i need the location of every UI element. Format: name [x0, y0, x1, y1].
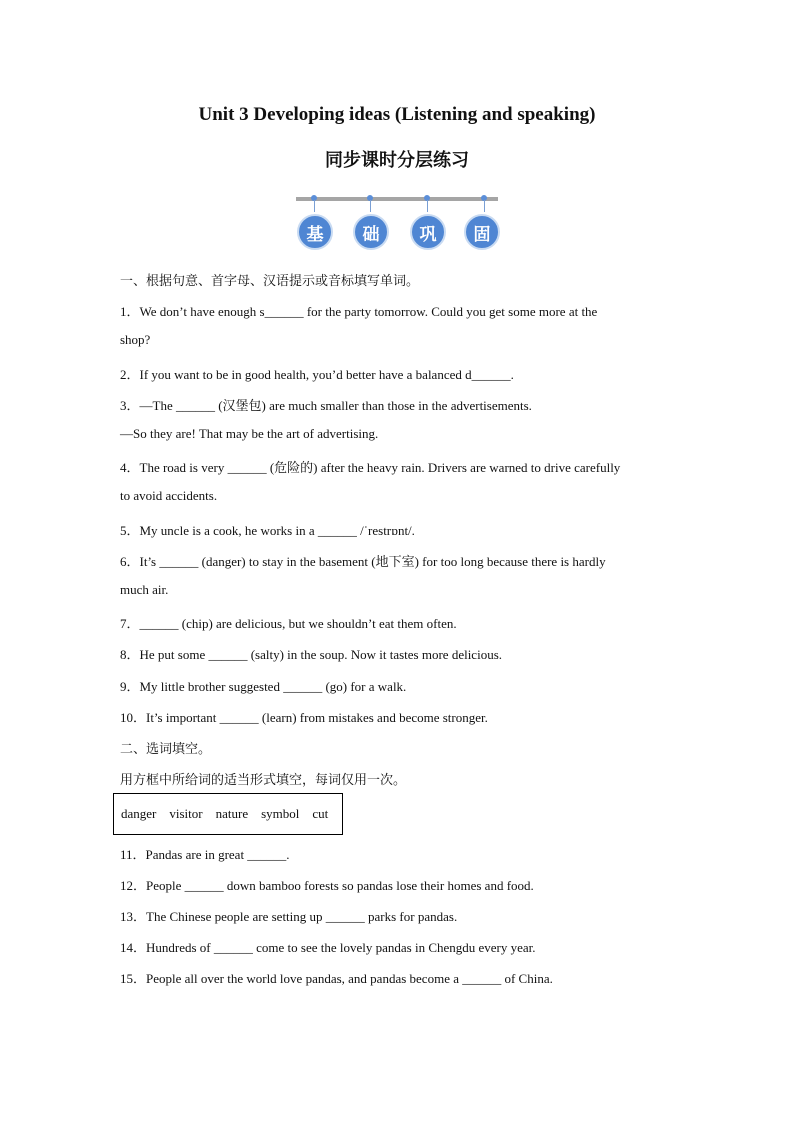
question-line: 11．Pandas are in great ______.: [120, 847, 290, 862]
question-line: to avoid accidents.: [120, 488, 218, 503]
banner-stem: [370, 200, 371, 212]
question-line: 1．We don’t have enough s______ for the party tomorrow. Could you get some more at the: [120, 304, 598, 319]
word-bank-item: symbol: [261, 806, 300, 821]
question-line: 9．My little brother suggested ______ (go) for a walk.: [120, 679, 407, 694]
page-title: Unit 3 Developing ideas (Listening and speaking): [198, 104, 596, 125]
question-line: 3．—The ______ (汉堡包) are much smaller than those in the advertisements.: [120, 398, 532, 413]
section1-heading: 一、根据句意、首字母、汉语提示或音标填写单词。: [120, 274, 420, 289]
banner-char: 基: [297, 214, 333, 250]
page-subtitle: 同步课时分层练习: [325, 150, 469, 171]
banner-stem: [427, 200, 428, 212]
question-line: 14．Hundreds of ______ come to see the lovely pandas in Chengdu every year.: [120, 940, 536, 955]
question-line: 8．He put some ______ (salty) in the soup. Now it tastes more delicious.: [120, 647, 503, 662]
question-line: 7．______ (chip) are delicious, but we shouldn’t eat them often.: [120, 616, 457, 631]
banner-char: 固: [464, 214, 500, 250]
question-line: 13．The Chinese people are setting up ______ parks for pandas.: [120, 909, 458, 924]
question-line: —So they are! That may be the art of advertising.: [120, 426, 379, 441]
question-line: 2．If you want to be in good health, you’d better have a balanced d______.: [120, 367, 514, 382]
question-line: much air.: [120, 582, 169, 597]
question-line: 12．People ______ down bamboo forests so pandas lose their homes and food.: [120, 878, 534, 893]
banner-char: 巩: [410, 214, 446, 250]
section2-heading: 二、选词填空。: [120, 742, 212, 757]
word-bank-item: cut: [312, 806, 329, 821]
question-line: 5．My uncle is a cook, he works in a ______ /ˈrestrɒnt/.: [120, 523, 415, 538]
section2-instruction: 用方框中所给词的适当形式填空，每词仅用一次。: [120, 773, 407, 788]
word-bank-item: nature: [215, 806, 249, 821]
banner-stem: [314, 200, 315, 212]
question-line: shop?: [120, 332, 151, 347]
question-line: 15．People all over the world love pandas, and pandas become a ______ of China.: [120, 971, 553, 986]
word-bank-item: danger: [121, 806, 157, 821]
banner-char: 础: [353, 214, 389, 250]
question-line: 10．It’s important ______ (learn) from mistakes and become stronger.: [120, 710, 488, 725]
banner-stem: [484, 200, 485, 212]
word-bank-box: [113, 793, 343, 835]
question-line: 6．It’s ______ (danger) to stay in the basement (地下室) for too long because there is hardly: [120, 554, 606, 569]
word-bank-item: visitor: [169, 806, 203, 821]
section-banner: [296, 192, 501, 252]
banner-bar: [296, 197, 498, 201]
question-line: 4．The road is very ______ (危险的) after the heavy rain. Drivers are warned to drive carefully: [120, 460, 621, 475]
